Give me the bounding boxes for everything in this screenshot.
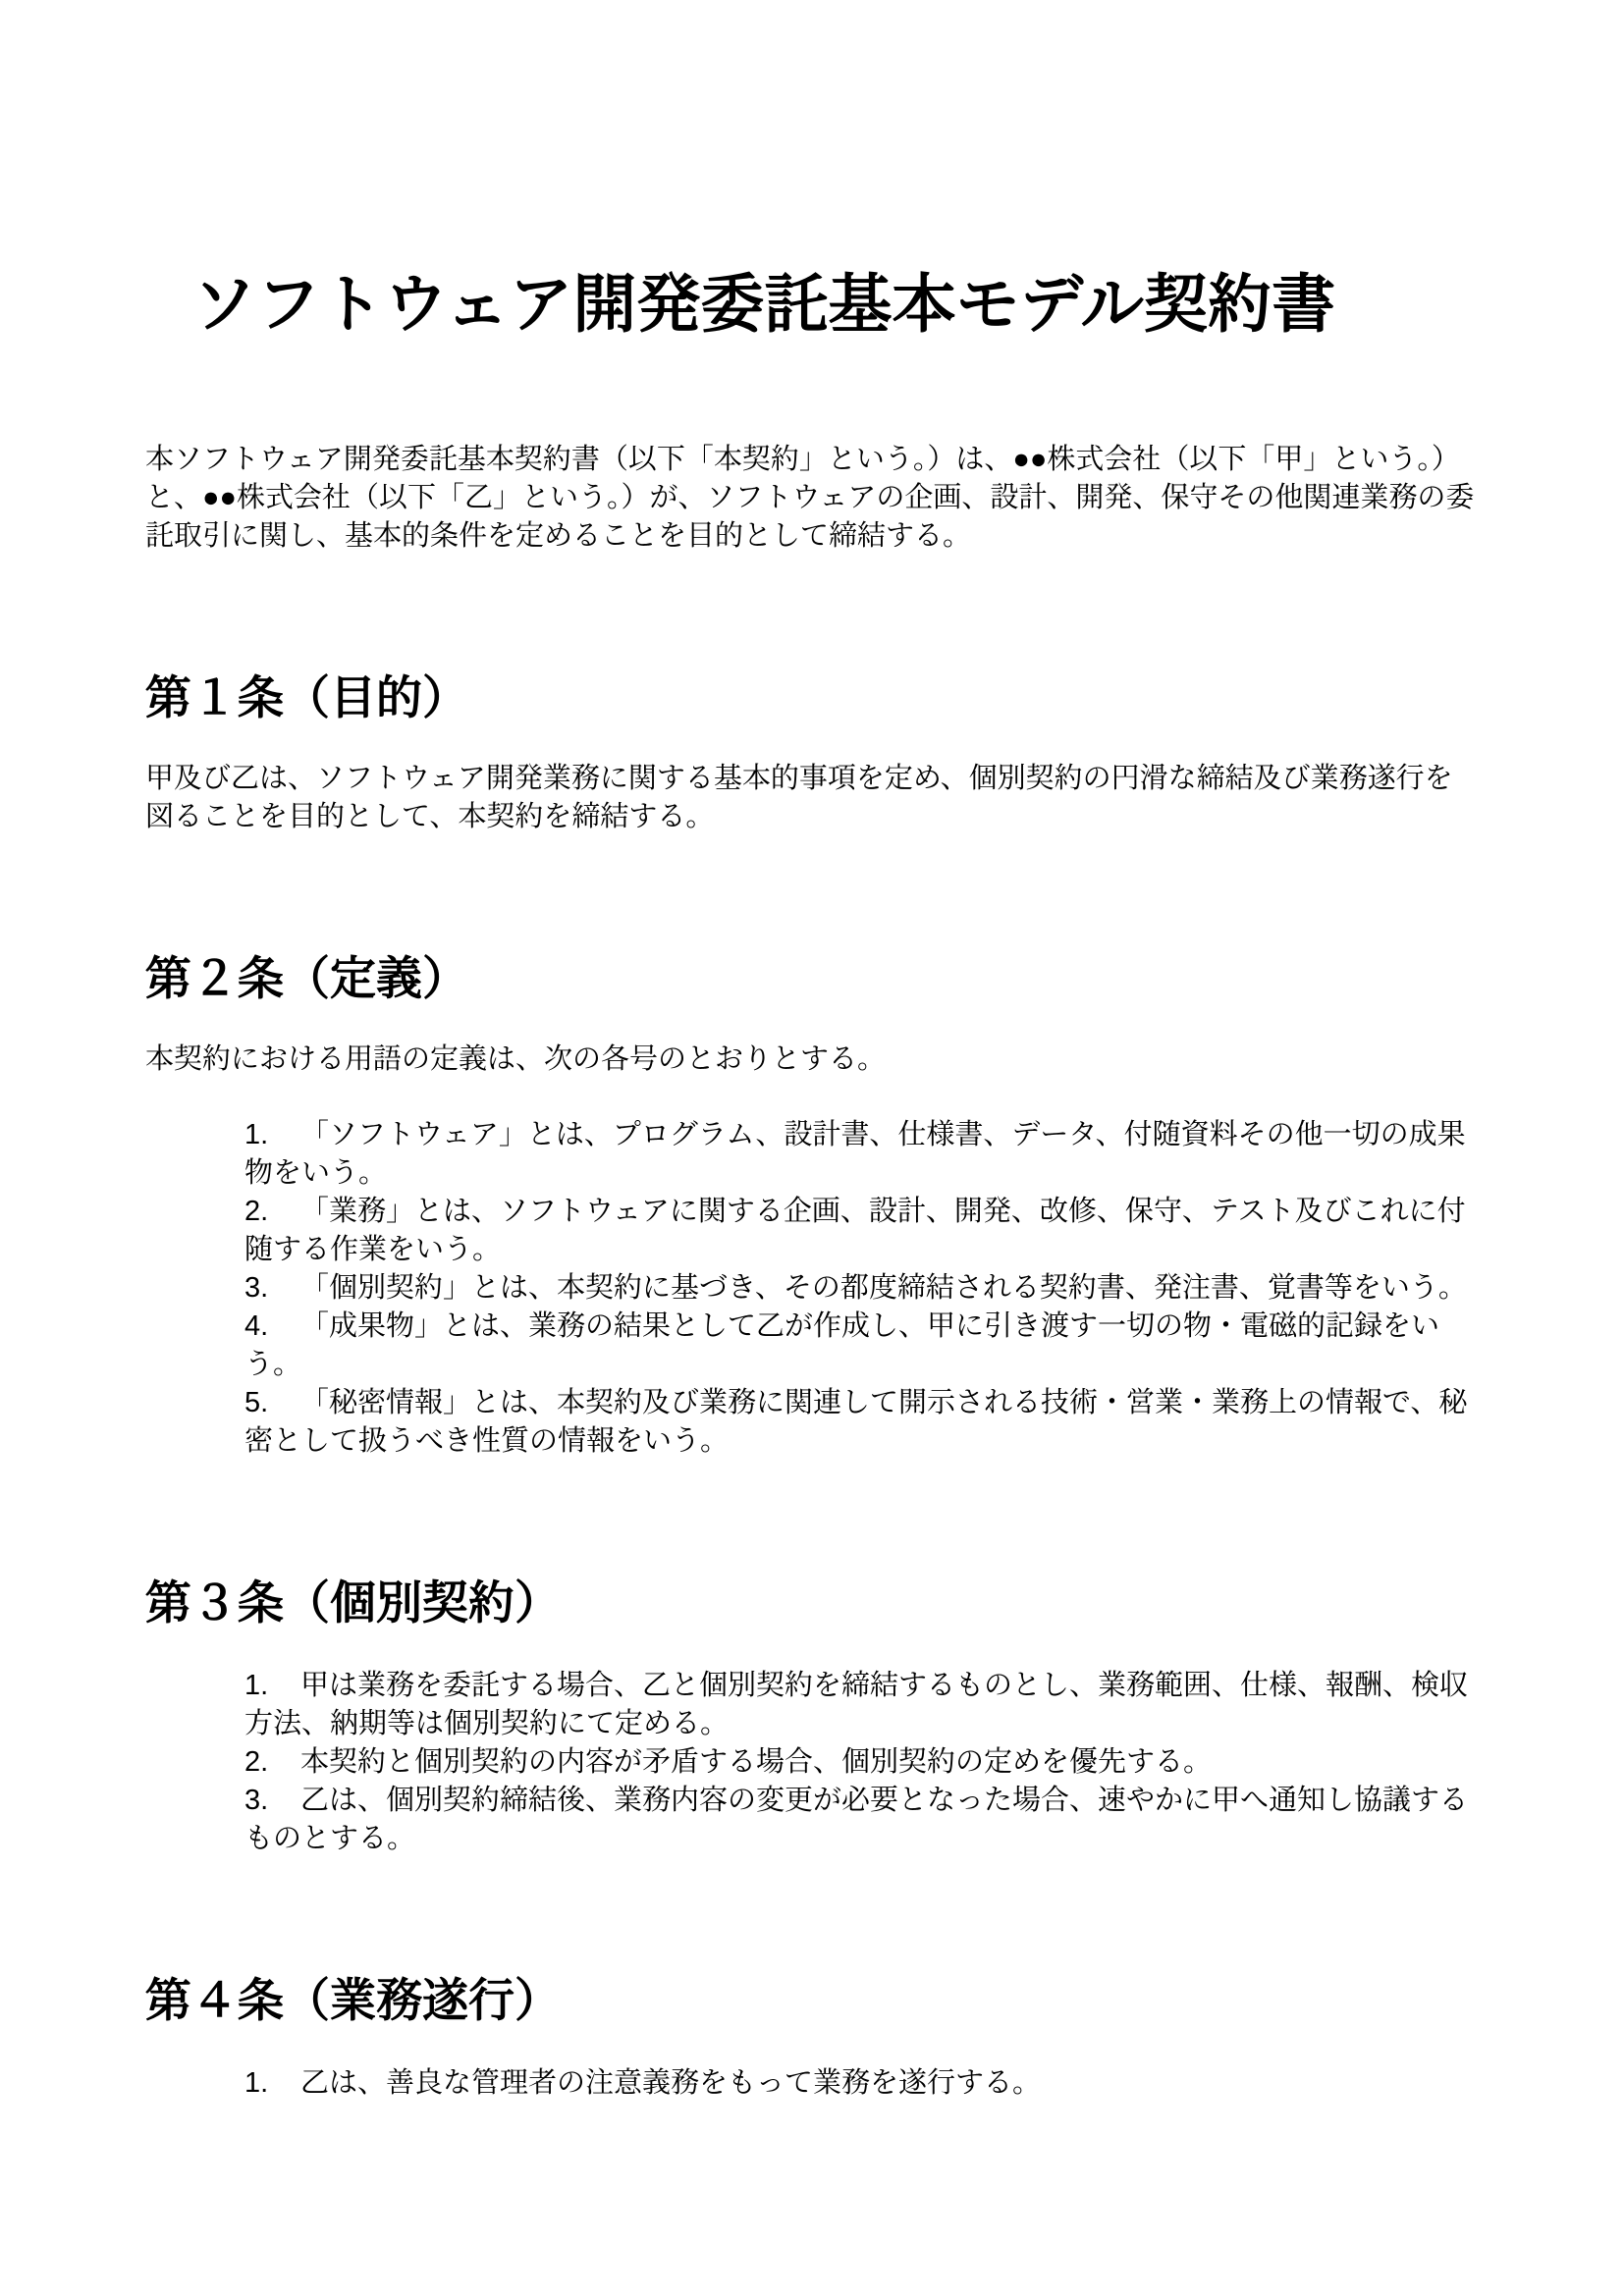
list-item <box>244 1384 1479 1461</box>
list-item-text: 「成果物」とは、業務の結果として乙が作成し、甲に引き渡す一切の物・電磁的記録をいう。 <box>244 1310 1440 1380</box>
list-item <box>244 2064 1479 2103</box>
list-item-text: 乙は、善良な管理者の注意義務をもって業務を遂行する。 <box>300 2067 1042 2099</box>
article-2-list <box>145 1116 1479 1461</box>
article-3-heading: 第３条（個別契約） <box>145 1576 561 1629</box>
article-1-heading: 第１条（目的） <box>145 671 468 723</box>
list-item-text: 「秘密情報」とは、本契約及び業務に関連して開示される技術・営業・業務上の情報で、秘密として扱うべき性質の情報をいう。 <box>244 1387 1468 1457</box>
list-item-text: 甲は業務を委託する場合、乙と個別契約を締結するものとし、業務範囲、仕様、報酬、検収方法、納期等は個別契約にて定める。 <box>244 1670 1469 1739</box>
article-4-list <box>145 2064 1479 2103</box>
list-item-number: 1. <box>244 1119 269 1150</box>
list-item <box>244 1782 1479 1858</box>
list-item-number: 4. <box>244 1310 269 1342</box>
list-item-text: 「業務」とは、ソフトウェアに関する企画、設計、開発、改修、保守、テスト及びこれに付随する作業をいう。 <box>244 1196 1466 1265</box>
article-2-body: 本契約における用語の定義は、次の各号のとおりとする。 <box>145 1043 887 1075</box>
section-article-4 <box>145 1974 1479 2103</box>
article-3-list <box>145 1667 1479 1858</box>
list-item-number: 5. <box>244 1387 269 1418</box>
list-item-number: 3. <box>244 1272 269 1304</box>
list-item-number: 3. <box>244 1785 269 1816</box>
section-article-2 <box>145 952 1479 1461</box>
list-item-number: 2. <box>244 1196 269 1227</box>
intro-paragraph: 本ソフトウェア開発委託基本契約書（以下「本契約」という。）は、●●株式会社（以下「甲」という。）と、●●株式会社（以下「乙」という。）が、ソフトウェアの企画、設計、開発、保守その他関連業務の委託取引に関し、基本的条件を定めることを目的として締結する。 <box>145 444 1475 552</box>
list-item <box>244 1269 1479 1308</box>
list-item-text: 「個別契約」とは、本契約に基づき、その都度締結される契約書、発注書、覚書等をいう。 <box>300 1272 1467 1304</box>
list-item <box>244 1308 1479 1384</box>
article-4-heading: 第４条（業務遂行） <box>145 1974 561 2026</box>
article-1-body: 甲及び乙は、ソフトウェア開発業務に関する基本的事項を定め、個別契約の円滑な締結及び業務遂行を図ることを目的として、本契約を締結する。 <box>145 763 1453 832</box>
section-article-3 <box>145 1576 1479 1858</box>
list-item-number: 1. <box>244 1670 269 1701</box>
list-item-text: 乙は、個別契約締結後、業務内容の変更が必要となった場合、速やかに甲へ通知し協議するものとする。 <box>244 1785 1469 1854</box>
document-title: ソフトウェア開発委託基本モデル契約書 <box>192 268 1336 340</box>
list-item <box>244 1667 1479 1743</box>
article-2-heading: 第２条（定義） <box>145 952 468 1004</box>
list-item <box>244 1193 1479 1269</box>
list-item-number: 2. <box>244 1746 269 1778</box>
list-item-number: 1. <box>244 2067 269 2099</box>
list-item-text: 「ソフトウェア」とは、プログラム、設計書、仕様書、データ、付随資料その他一切の成果物をいう。 <box>244 1119 1466 1189</box>
section-article-1 <box>145 671 1479 836</box>
list-item <box>244 1116 1479 1193</box>
list-item-text: 本契約と個別契約の内容が矛盾する場合、個別契約の定めを優先する。 <box>300 1746 1213 1778</box>
list-item <box>244 1743 1479 1782</box>
